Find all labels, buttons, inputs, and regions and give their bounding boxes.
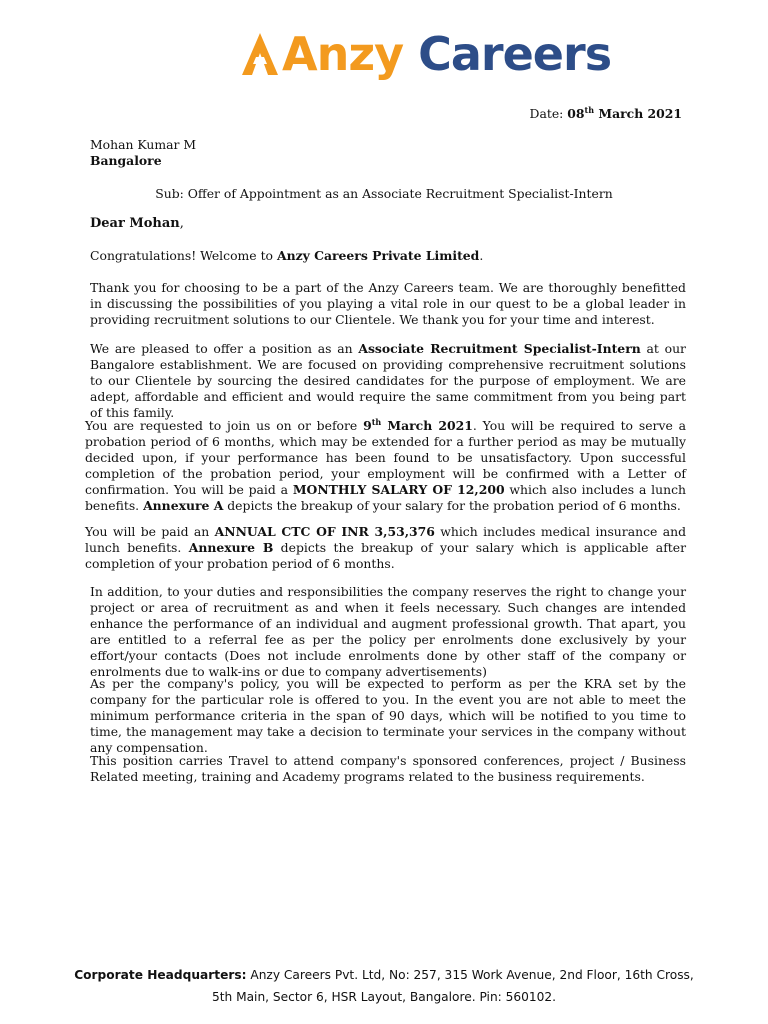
p3-text-a: We are pleased to offer a position as an	[90, 341, 359, 356]
date-label: Date:	[529, 106, 564, 121]
p1-text: Congratulations! Welcome to	[90, 248, 277, 263]
annexure-a: Annexure A	[143, 498, 224, 513]
footer-address-1: Anzy Careers Pvt. Ltd, No: 257, 315 Work Avenue, 2nd Floor, 16th Cross,	[246, 968, 694, 982]
paragraph-joining	[85, 418, 686, 514]
p4-text-g: depicts the breakup of your salary for the probation period of 6 months.	[223, 498, 681, 513]
p4-text-a: You are requested to join us on or before	[85, 418, 364, 433]
salutation-name: Dear Mohan	[90, 216, 180, 231]
job-title: Associate Recruitment Specialist-Intern	[358, 341, 641, 356]
salutation-comma: ,	[179, 216, 184, 231]
paragraph-travel: This position carries Travel to attend company's sponsored conferences, project / Business Related meeting, training and Academy programs related to the business requirements.	[90, 753, 686, 784]
paragraph-congratulations	[90, 248, 686, 264]
p4-text-c: . You will be required to serve a probation period of 6 months, which may be extended for a further period as may be mutually decided upon, if your performance has been found to be unsatisfactory. Upon successful completion of the probation period, your employment will be confirmed with a Letter of confirmation. You will be paid a	[85, 418, 686, 497]
join-day-suffix: th	[371, 416, 382, 427]
p4-text-e: which also includes a lunch benefits.	[85, 482, 686, 513]
paragraph-ctc	[85, 524, 686, 572]
logo-word-anzy: Anzy	[282, 27, 404, 81]
recipient-city: Bangalore	[90, 153, 162, 168]
p5-text-e: depicts the breakup of your salary which is applicable after completion of your probation period of 6 months.	[85, 540, 687, 571]
company-logo	[240, 24, 611, 84]
recipient-address	[90, 137, 196, 169]
date-suffix: th	[584, 104, 595, 115]
paragraph-thanks: Thank you for choosing to be a part of the Anzy Careers team. We are thoroughly benefitted in discussing the possibilities of you playing a vital role in our quest to be a global leader in providing recruitment solutions to our Clientele. We thank you for your time and interest.	[90, 280, 686, 327]
chevron-a-logo-icon	[240, 31, 280, 77]
letter-date	[530, 106, 682, 122]
footer-address-2: 5th Main, Sector 6, HSR Layout, Bangalore. Pin: 560102.	[211, 990, 557, 1004]
p3-text-c: at our Bangalore establishment. We are focused on providing comprehensive recruitment solutions to our Clientele by sourcing the desired candidates for the purpose of employment. We are adept, affordable and efficient and would require the same commitment from you being part of this family.	[90, 341, 686, 420]
date-day: 08	[567, 106, 585, 121]
p1-end: .	[479, 248, 484, 263]
footer-label: Corporate Headquarters:	[74, 968, 247, 982]
salutation	[90, 216, 184, 232]
paragraph-kra: As per the company's policy, you will be expected to perform as per the KRA set by the company for the particular role is offered to you. In the event you are not able to meet the minimum performance criteria in the span of 90 days, which will be notified to you time to time, the management may take a decision to terminate your services in the company without any compensation.	[90, 676, 686, 755]
monthly-salary: MONTHLY SALARY OF 12,200	[292, 482, 505, 497]
logo-word-careers: Careers	[418, 27, 612, 81]
annexure-b: Annexure B	[188, 540, 274, 555]
footer-line-1	[0, 964, 768, 986]
p5-text-a: You will be paid an	[85, 524, 215, 539]
recipient-name: Mohan Kumar M	[90, 137, 197, 152]
join-day: 9	[363, 418, 372, 433]
logo-wordmark	[282, 27, 612, 81]
corporate-headquarters-footer	[0, 964, 768, 1008]
date-month-year: March 2021	[598, 106, 682, 121]
paragraph-duties: In addition, to your duties and responsibilities the company reserves the right to change your project or area of recruitment as and when it feels necessary. Such changes are intended enhance the performance of an individual and augment professional growth. That apart, you are entitled to a referral fee as per the policy per enrolments done exclusively by your effort/your contacts (Does not include enrolments done by other staff of the company or enrolments due to walk-ins or due to company advertisements)	[90, 584, 686, 679]
annual-ctc: ANNUAL CTC OF INR 3,53,376	[214, 524, 435, 539]
letter-subject: Sub: Offer of Appointment as an Associate Recruitment Specialist-Intern	[155, 186, 613, 201]
join-month-year: March 2021	[381, 418, 473, 433]
p5-text-c: which includes medical insurance and lunch benefits.	[85, 524, 686, 555]
paragraph-position	[90, 341, 686, 421]
company-name: Anzy Careers Private Limited	[276, 248, 480, 263]
